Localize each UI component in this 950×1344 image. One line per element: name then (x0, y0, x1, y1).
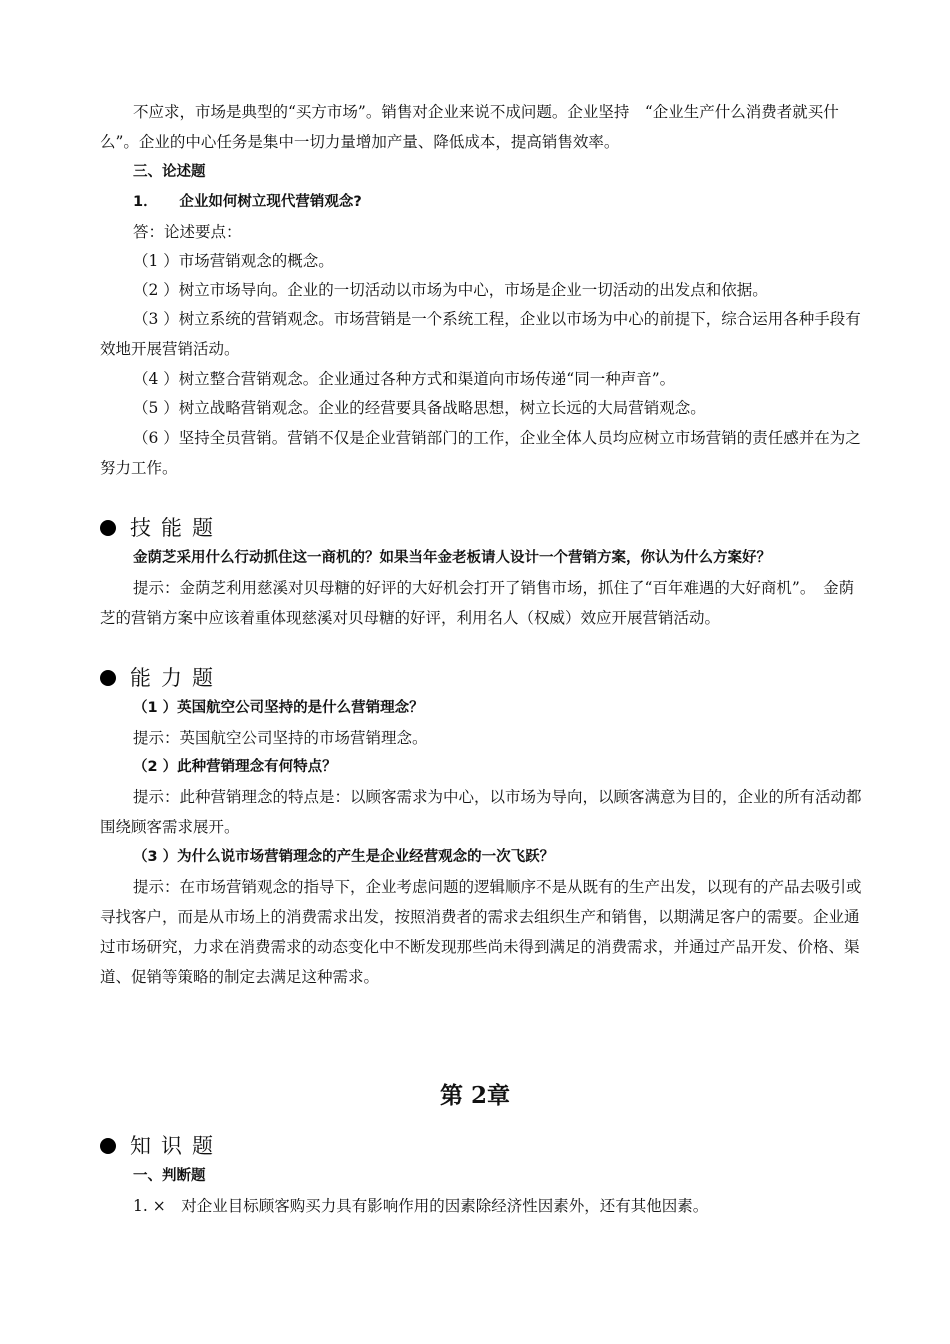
ability-question-3: （3 ）为什么说市场营销理念的产生是企业经营观念的一次飞跃？ (133, 849, 555, 865)
point-2: （2 ）树立市场导向。企业的一切活动以市场为中心，市场是企业一切活动的出发点和依据。 (133, 281, 768, 299)
heading-true-false: 一、判断题 (133, 1168, 206, 1184)
point-3: （3 ）树立系统的营销观念。市场营销是一个系统工程，企业以市场为中心的前提下，综合运用各种手段有效地开展营销活动。 (100, 310, 861, 358)
bullet-dot-icon (100, 520, 116, 536)
section-knowledge (100, 1131, 223, 1161)
bullet-dot-icon (100, 670, 116, 686)
ability-answer-1: 提示：英国航空公司坚持的市场营销理念。 (133, 729, 428, 747)
essay-question-1: 1． 企业如何树立现代营销观念? (133, 194, 362, 210)
bullet-dot-icon (100, 1138, 116, 1154)
point-1: （1 ）市场营销观念的概念。 (133, 252, 334, 270)
section-knowledge-title: 知识题 (130, 1134, 223, 1158)
section-skills (100, 513, 223, 543)
skills-hint: 提示：金荫芝利用慈溪对贝母糖的好评的大好机会打开了销售市场，抓住了“百年难遇的大好商机”。 金荫芝的营销方案中应该着重体现慈溪对贝母糖的好评，利用名人（权威）效应开展营销活动。 (100, 579, 855, 627)
ability-question-1: （1 ）英国航空公司坚持的是什么营销理念？ (133, 700, 424, 716)
ability-answer-3: 提示：在市场营销观念的指导下，企业考虑问题的逻辑顺序不是从既有的生产出发，以现有的产品去吸引或寻找客户，而是从市场上的消费需求出发，按照消费者的需求去组织生产和销售，以期满足客户的需要。企业通过市场研究，力求在消费需求的动态变化中不断发现那些尚未得到满足的消费需求，并通过产品开发、价格、渠道、促销等策略的制定去满足这种需求。 (100, 878, 862, 986)
skills-question: 金荫芝采用什么行动抓住这一商机的？如果当年金老板请人设计一个营销方案，你认为什么方案好？ (133, 550, 771, 566)
true-false-item-1: 1. × 对企业目标顾客购买力具有影响作用的因素除经济性因素外，还有其他因素。 (133, 1197, 709, 1215)
heading-essay: 三、论述题 (133, 164, 206, 180)
paragraph-market: 不应求，市场是典型的“买方市场”。销售对企业来说不成问题。企业坚持 “企业生产什么消费者就买什么”。企业的中心任务是集中一切力量增加产量、降低成本，提高销售效率。 (100, 103, 839, 151)
section-ability (100, 663, 223, 693)
answer-label: 答：论述要点： (133, 223, 242, 241)
ability-question-2: （2 ）此种营销理念有何特点？ (133, 759, 337, 775)
point-5: （5 ）树立战略营销观念。企业的经营要具备战略思想，树立长远的大局营销观念。 (133, 399, 706, 417)
point-4: （4 ）树立整合营销观念。企业通过各种方式和渠道向市场传递“同一种声音”。 (133, 370, 676, 388)
section-skills-title: 技能题 (130, 516, 223, 540)
section-ability-title: 能力题 (130, 666, 223, 690)
chapter-title: 第 2章 (439, 1082, 510, 1109)
ability-answer-2: 提示：此种营销理念的特点是：以顾客需求为中心，以市场为导向，以顾客满意为目的，企业的所有活动都围绕顾客需求展开。 (100, 788, 862, 836)
point-6: （6 ）坚持全员营销。营销不仅是企业营销部门的工作，企业全体人员均应树立市场营销的责任感并在为之努力工作。 (100, 429, 861, 477)
